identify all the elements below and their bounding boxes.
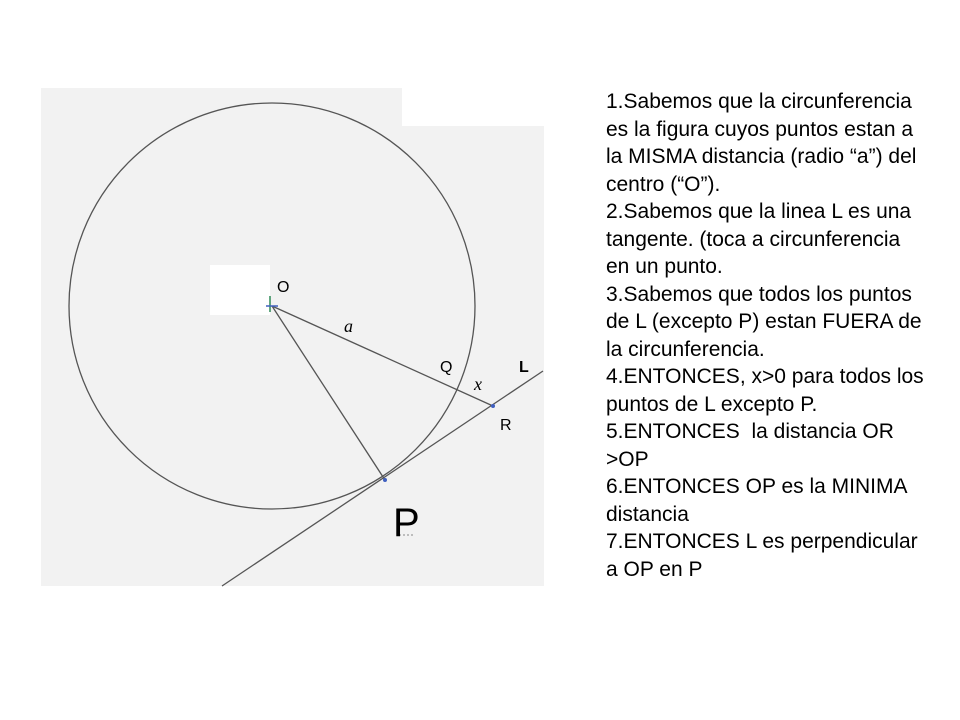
- point-P-marker: [383, 478, 387, 482]
- step-5: 5.ENTONCES la distancia OR >OP: [606, 420, 900, 471]
- step-6: 6.ENTONCES OP es la MINIMA distancia: [606, 475, 907, 526]
- label-P: P: [393, 501, 420, 545]
- step-4: 4.ENTONCES, x>0 para todos los puntos de L excepto P.: [606, 365, 924, 416]
- explanation-text: [606, 88, 926, 583]
- patch-top: [402, 86, 544, 126]
- step-3: 3.Sabemos que todos los puntos de L (excepto P) estan FUERA de la circunferencia.: [606, 282, 922, 361]
- tangent-line-L: [222, 371, 543, 586]
- label-x: x: [474, 374, 482, 394]
- point-R-marker: [491, 404, 495, 408]
- step-2: 2.Sabemos que la linea L es una tangente. (toca a circunferencia en un punto.: [606, 200, 912, 278]
- label-R: R: [500, 417, 512, 434]
- label-Q: Q: [440, 359, 453, 376]
- label-L: L: [519, 359, 529, 376]
- patch-left: [210, 265, 270, 315]
- label-a: a: [344, 316, 353, 336]
- step-1: 1.Sabemos que la circunferencia es la figura cuyos puntos estan a la MISMA distancia (radio “a”) del centro (“O”).: [606, 90, 917, 196]
- label-O: O: [277, 279, 290, 296]
- step-7: 7.ENTONCES L es perpendicular a OP en P: [606, 530, 918, 581]
